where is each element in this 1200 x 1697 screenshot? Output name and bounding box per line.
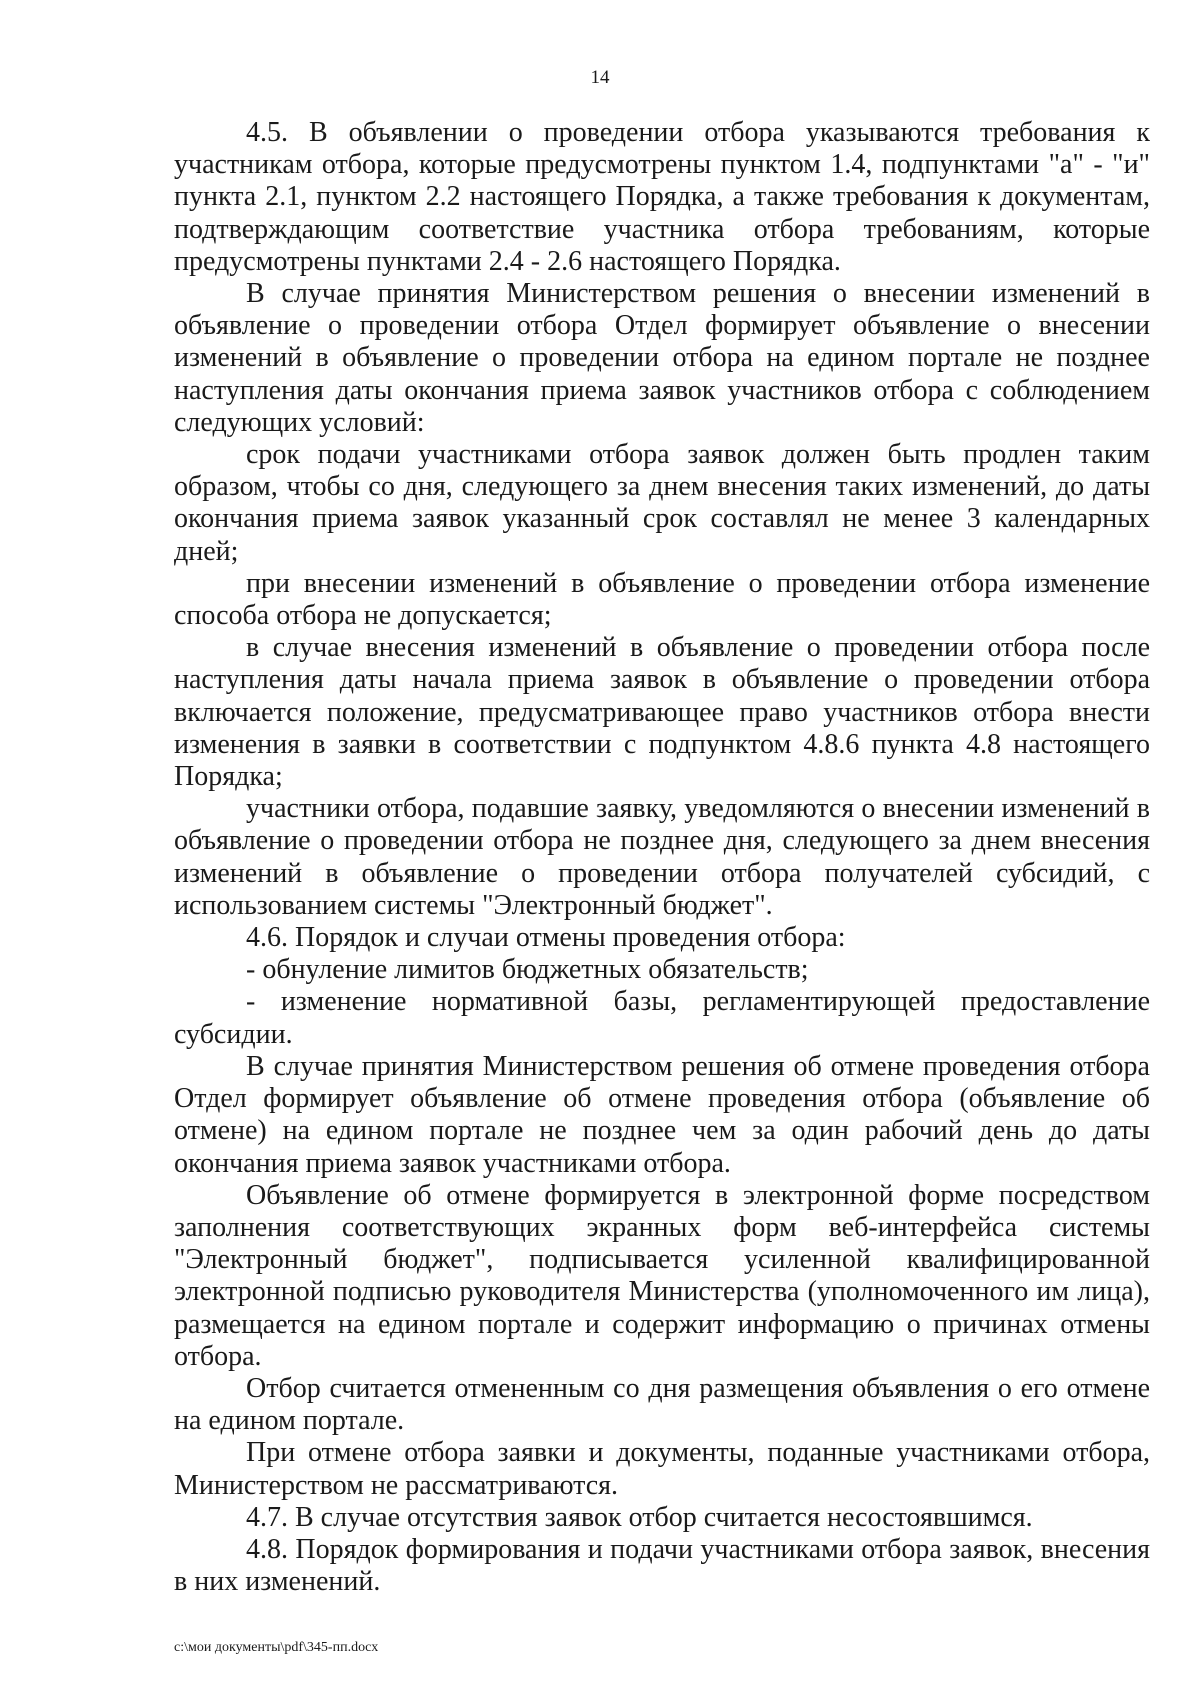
paragraph-participant-notification: участники отбора, подавшие заявку, уведомляются о внесении изменений в объявление о проведении отбора не позднее дня, следующего за днем внесения изменений в объявление о проведении отбора получателей субсидий, с использованием системы "Электронный бюджет". <box>174 793 1150 921</box>
paragraph-4-5: 4.5. В объявлении о проведении отбора указываются требования к участникам отбора, которые предусмотрены пунктом 1.4, подпунктами "а" - "и" пункта 2.1, пунктом 2.2 настоящего Порядка, а также требования к документам, подтверждающим соответствие участника отбора требованиям, которые предусмотрены пунктами 2.4 - 2.6 настоящего Порядка. <box>174 117 1150 277</box>
paragraph-cancellation-decision: В случае принятия Министерством решения об отмене проведения отбора Отдел формирует объявление об отмене проведения отбора (объявление об отмене) на едином портале не позднее чем за один рабочий день до даты окончания приема заявок участниками отбора. <box>174 1050 1150 1179</box>
paragraph-changes-after-start: в случае внесения изменений в объявление о проведении отбора после наступления даты начала приема заявок в объявление о проведении отбора включается положение, предусматривающее право участников отбора внести изменения в заявки в соответствии с подпунктом 4.8.6 пункта 4.8 настоящего Порядка; <box>174 632 1150 793</box>
paragraph-4-7: 4.7. В случае отсутствия заявок отбор считается несостоявшимся. <box>246 1501 1033 1533</box>
list-item-limits: - обнуление лимитов бюджетных обязательств; <box>246 954 809 986</box>
list-item-regulatory-base: - изменение нормативной базы, регламентирующей предоставление субсидии. <box>174 986 1150 1050</box>
paragraph-cancellation-form: Объявление об отмене формируется в электронной форме посредством заполнения соответствующих экранных форм веб-интерфейса системы "Электронный бюджет", подписывается усиленной квалифицированной электронной подписью руководителя Министерства (уполномоченного им лица), размещается на едином портале и содержит информацию о причинах отмены отбора. <box>174 1179 1150 1372</box>
footer-file-path: c:\мои документы\pdf\345-пп.docx <box>174 1640 379 1655</box>
paragraph-4-6: 4.6. Порядок и случаи отмены проведения отбора: <box>246 922 846 954</box>
paragraph-deadline-extension: срок подачи участниками отбора заявок должен быть продлен таким образом, чтобы со дня, следующего за днем внесения таких изменений, до даты окончания приема заявок указанный срок составлял не менее 3 календарных дней; <box>174 439 1150 567</box>
paragraph-changes-announcement: В случае принятия Министерством решения о внесении изменений в объявление о проведении отбора Отдел формирует объявление о внесении изменений в объявление о проведении отбора на едином портале не позднее наступления даты окончания приема заявок участников отбора с соблюдением следующих условий: <box>174 278 1150 438</box>
paragraph-applications-not-considered: При отмене отбора заявки и документы, поданные участниками отбора, Министерством не рассматриваются. <box>174 1437 1150 1501</box>
page-number: 14 <box>590 67 610 88</box>
paragraph-4-8: 4.8. Порядок формирования и подачи участниками отбора заявок, внесения в них изменений. <box>174 1533 1150 1598</box>
paragraph-method-change: при внесении изменений в объявление о проведении отбора изменение способа отбора не допускается; <box>174 567 1150 632</box>
paragraph-cancelled-date: Отбор считается отмененным со дня размещения объявления о его отмене на едином портале. <box>174 1372 1150 1437</box>
document-body <box>174 117 1150 1598</box>
